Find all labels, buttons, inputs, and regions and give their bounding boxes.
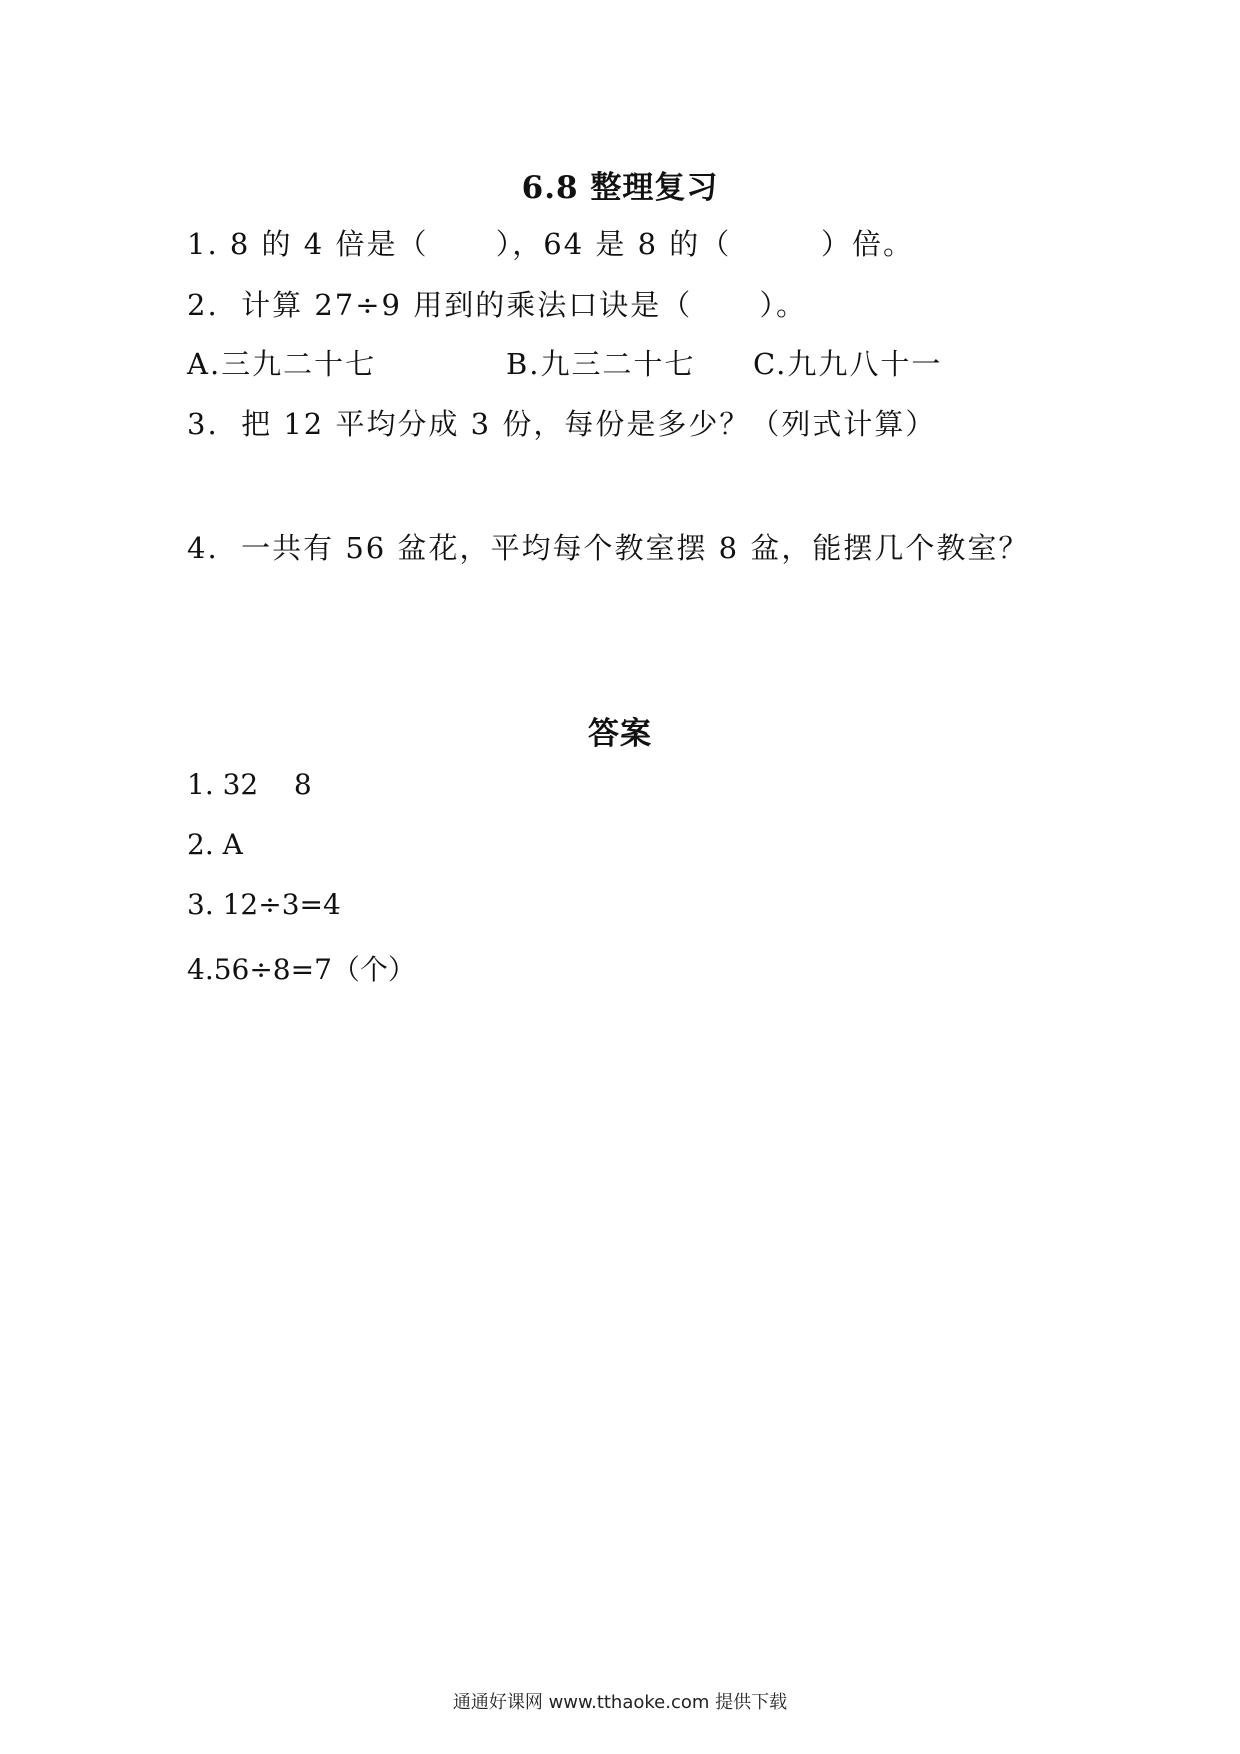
option-b: B.九三二十七 xyxy=(506,347,696,381)
answer-2: 2. A xyxy=(187,828,243,861)
answer-3: 3. 12÷3=4 xyxy=(187,888,341,921)
page-title: 6.8 整理复习 xyxy=(521,170,719,206)
answers-title: 答案 xyxy=(588,716,652,752)
question-1: 1. 8 的 4 倍是（ ），64 是 8 的（ ）倍。 xyxy=(187,227,915,261)
option-c: C.九九八十一 xyxy=(753,347,943,381)
question-4: 4. 一共有 56 盆花，平均每个教室摆 8 盆，能摆几个教室？ xyxy=(187,531,1030,565)
answer-1: 1. 32 8 xyxy=(187,768,312,801)
answer-4: 4.56÷8=7（个） xyxy=(187,953,416,986)
footer-watermark: 通通好课网 www.tthaoke.com 提供下载 xyxy=(452,1692,788,1713)
option-a: A.三九二十七 xyxy=(187,347,377,381)
question-3: 3. 把 12 平均分成 3 份，每份是多少？（列式计算） xyxy=(187,407,937,441)
question-2-options xyxy=(187,342,1087,382)
question-2: 2. 计算 27÷9 用到的乘法口诀是（ ）。 xyxy=(187,288,808,322)
